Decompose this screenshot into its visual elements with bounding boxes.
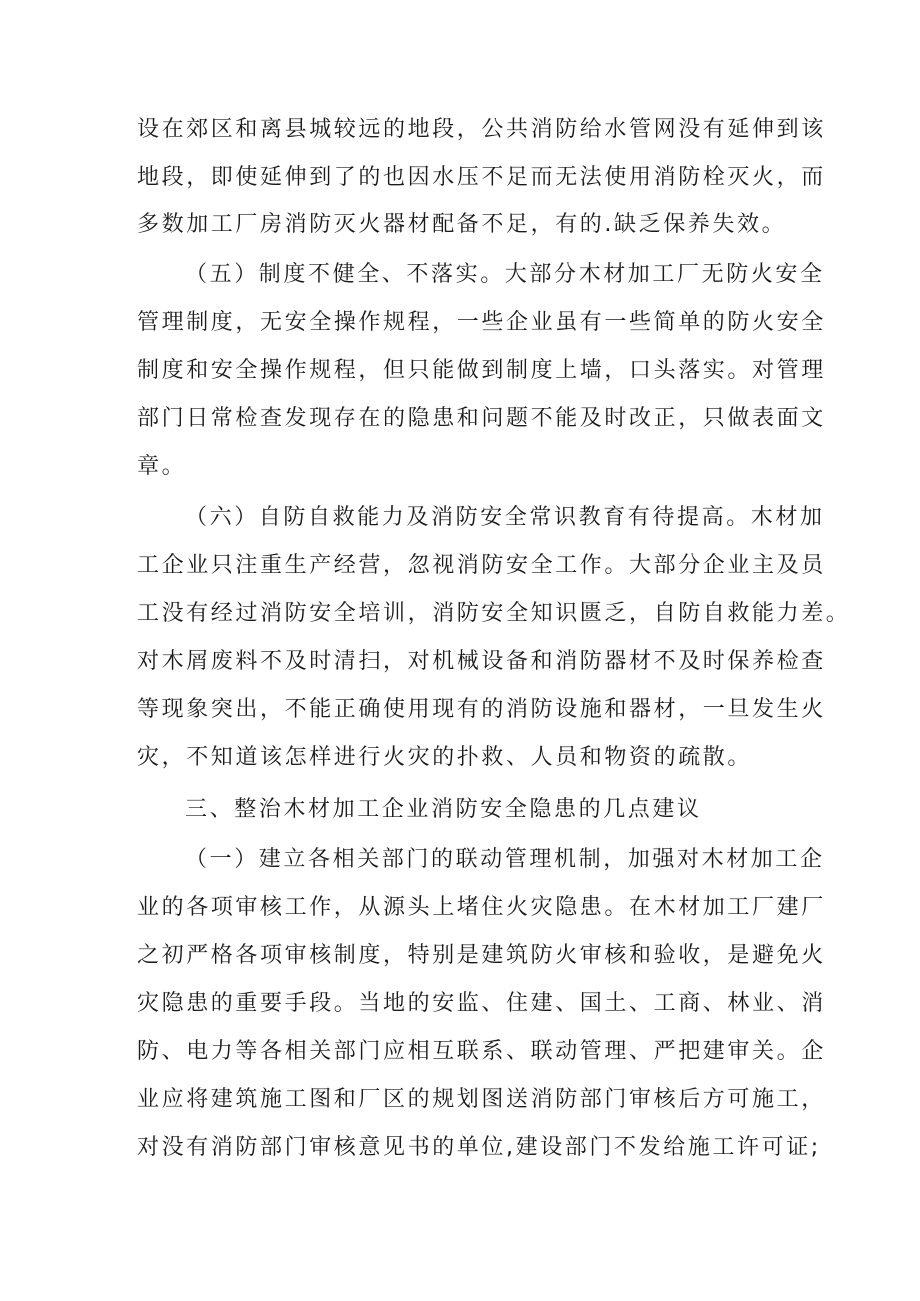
- text-line: 灾，不知道该怎样进行火灾的扑救、人员和物资的疏散。: [137, 745, 753, 770]
- section-heading: 三、整治木材加工企业消防安全隐患的几点建议: [185, 797, 702, 822]
- text-line: 防、电力等各相关部门应相互联系、联动管理、严把建审关。企: [137, 1039, 826, 1064]
- paragraph-one-first-line: （一）建立各相关部门的联动管理机制，加强对木材加工企: [185, 847, 825, 872]
- text-line: 灾隐患的重要手段。当地的安监、住建、国土、工商、林业、消: [137, 991, 826, 1016]
- text-line: 管理制度，无安全操作规程，一些企业虽有一些简单的防火安全: [137, 310, 826, 335]
- text-line: 业应将建筑施工图和厂区的规划图送消防部门审核后方可施工，: [137, 1087, 826, 1112]
- text-line: 业的各项审核工作，从源头上堵住火灾隐患。在木材加工厂建厂: [137, 895, 826, 920]
- paragraph-five-first-line: （五）制度不健全、不落实。大部分木材加工厂无防火安全: [185, 262, 825, 287]
- text-line: 地段，即使延伸到了的也因水压不足而无法使用消防栓灭火，而: [137, 165, 826, 190]
- text-line: 工企业只注重生产经营，忽视消防安全工作。大部分企业主及员: [137, 553, 826, 578]
- text-line: 设在郊区和离县城较远的地段，公共消防给水管网没有延伸到该: [137, 117, 826, 142]
- text-line: 章。: [137, 454, 187, 479]
- text-line: 多数加工厂房消防灭火器材配备不足，有的.缺乏保养失效。: [137, 212, 787, 237]
- text-line: 之初严格各项审核制度，特别是建筑防火审核和验收，是避免火: [137, 943, 826, 968]
- text-line: 对没有消防部门审核意见书的单位,建设部门不发给施工许可证;: [137, 1135, 821, 1160]
- text-line: 部门日常检查发现存在的隐患和问题不能及时改正，只做表面文: [137, 406, 826, 431]
- paragraph-six-first-line: （六）自防自救能力及消防安全常识教育有待提高。木材加: [185, 505, 825, 530]
- text-line: 制度和安全操作规程，但只能做到制度上墙，口头落实。对管理: [137, 358, 826, 383]
- text-line: 等现象突出，不能正确使用现有的消防设施和器材，一旦发生火: [137, 697, 826, 722]
- text-line: 工没有经过消防安全培训，消防安全知识匮乏，自防自救能力差。: [137, 601, 851, 626]
- text-line: 对木屑废料不及时清扫，对机械设备和消防器材不及时保养检查: [137, 649, 826, 674]
